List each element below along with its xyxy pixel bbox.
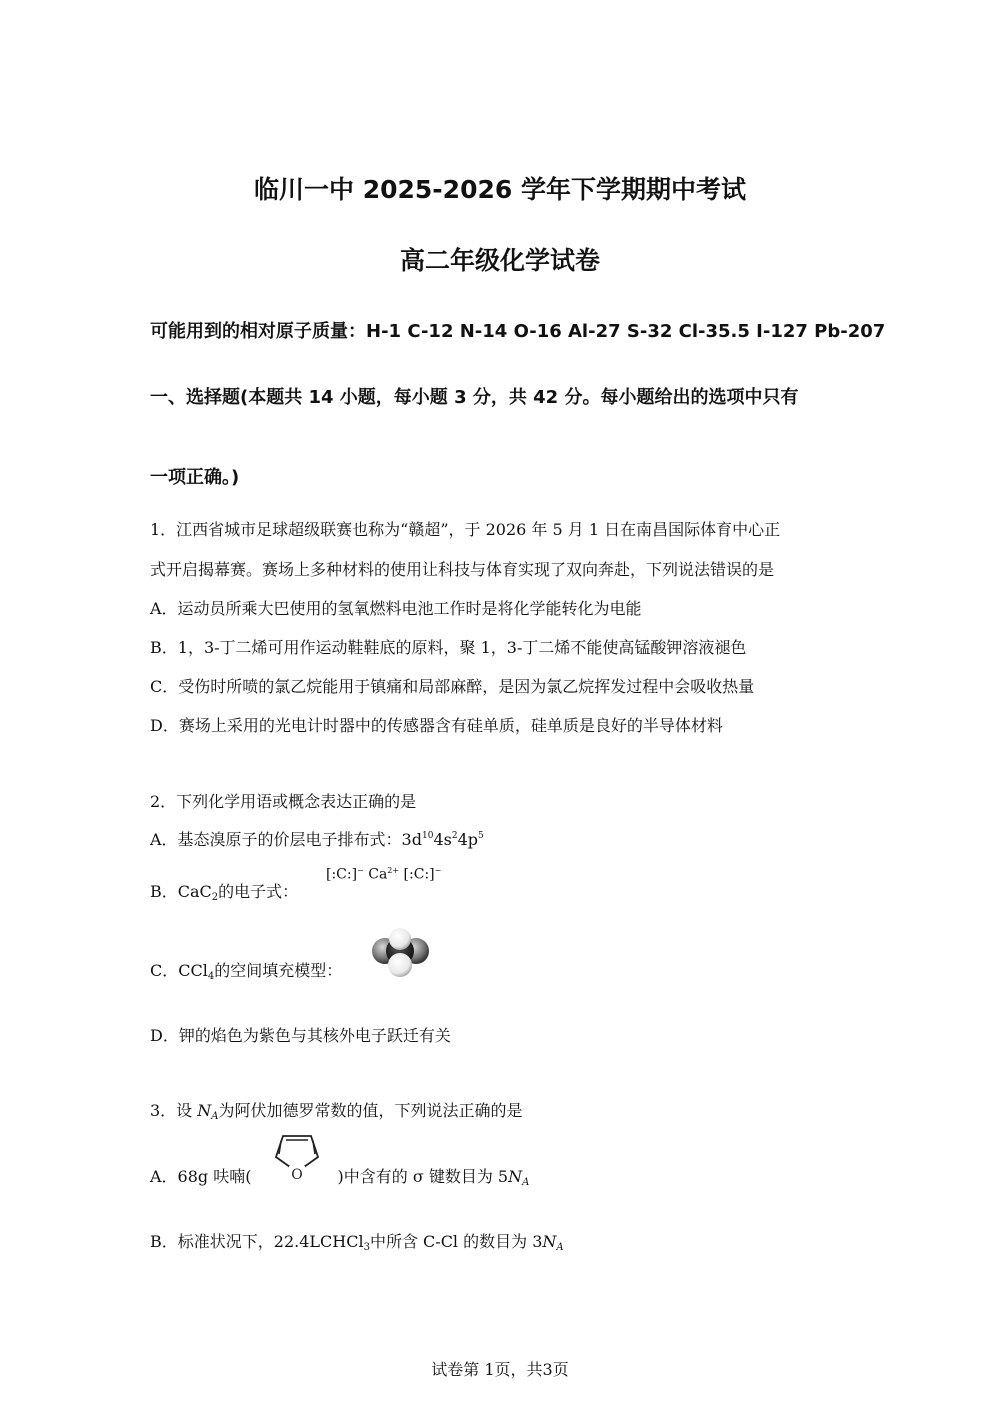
ccl4-space-filling-model-icon	[370, 927, 432, 979]
furan-structure-icon	[266, 1130, 328, 1186]
q3-option-a	[150, 1164, 529, 1188]
q2-a-sup1: 10	[421, 831, 434, 841]
q2-b-sub: 2	[211, 892, 219, 903]
q3-a-prefix: A．68g 呋喃(	[150, 1167, 252, 1186]
exam-subtitle: 高二年级化学试卷	[399, 246, 600, 275]
carbide-right: [:C:]	[403, 866, 435, 883]
q2-a-text: A．基态溴原子的价层电子排布式：3d	[150, 830, 422, 849]
q1-option-a: A．运动员所乘大巴使用的氢氧燃料电池工作时是将化学能转化为电能	[150, 599, 642, 618]
carbide-left-charge: −	[357, 866, 364, 875]
q1-stem-line2: 式开启揭幕赛。赛场上多种材料的使用让科技与体育实现了双向奔赴，下列说法错误的是	[150, 560, 775, 579]
q1-option-c: C．受伤时所喷的氯乙烷能用于镇痛和局部麻醉，是因为氯乙烷挥发过程中会吸收热量	[150, 677, 755, 696]
q3-stem-prefix: 3．设	[150, 1101, 198, 1120]
furan-oxygen-label: O	[291, 1167, 303, 1183]
q3-b-na-sub: A	[556, 1242, 564, 1253]
q3-a-na-sub: A	[522, 1177, 530, 1188]
exam-title: 临川一中 2025-2026 学年下学期期中考试	[254, 175, 746, 204]
q3-a-na: N	[508, 1167, 523, 1186]
q2-option-b	[150, 879, 298, 903]
q2-a-mid1: 4s	[433, 830, 452, 849]
cac2-electron-formula	[326, 866, 441, 883]
q2-b-text: B．CaC	[150, 882, 212, 901]
q2-stem: 2．下列化学用语或概念表达正确的是	[150, 792, 417, 811]
q2-option-a	[150, 827, 484, 850]
q3-b-suffix: 中所含 C-Cl 的数目为 3	[369, 1232, 543, 1251]
carbide-left: [:C:]	[326, 866, 358, 883]
section-heading-line1: 一、选择题(本题共 14 小题，每小题 3 分，共 42 分。每小题给出的选项中只有	[150, 387, 799, 408]
q2-c-text: C．CCl	[150, 961, 208, 980]
q2-b-suffix: 的电子式：	[218, 882, 299, 901]
q3-b-na: N	[542, 1232, 557, 1251]
q3-stem	[150, 1098, 523, 1122]
q3-stem-na-sub: A	[211, 1111, 219, 1122]
calcium-ion: Ca	[368, 866, 388, 883]
q2-a-sup2: 2	[451, 831, 458, 841]
q3-a-suffix: )中含有的 σ 键数目为 5	[337, 1167, 509, 1186]
q2-a-mid2: 4p	[457, 830, 478, 849]
q2-option-d: D．钾的焰色为紫色与其核外电子跃迁有关	[150, 1026, 451, 1045]
q2-option-c	[150, 958, 342, 982]
section-heading-line2: 一项正确。)	[150, 467, 240, 488]
q3-b-prefix: B．标准状况下，22.4LCHCl	[150, 1232, 364, 1251]
q3-b-sub: 3	[363, 1242, 370, 1253]
q3-stem-na: N	[197, 1101, 212, 1120]
q1-option-b: B．1，3-丁二烯可用作运动鞋鞋底的原料，聚 1，3-丁二烯不能使高锰酸钾溶液褪色	[150, 638, 747, 657]
page-footer: 试卷第 1页，共3页	[431, 1360, 569, 1379]
q2-c-sub: 4	[207, 971, 215, 982]
calcium-charge: 2+	[387, 866, 400, 875]
q1-option-d: D．赛场上采用的光电计时器中的传感器含有硅单质，硅单质是良好的半导体材料	[150, 716, 723, 735]
atomic-masses: 可能用到的相对原子质量：H-1 C-12 N-14 O-16 Al-27 S-32 Cl-35.5 I-127 Pb-207	[150, 321, 886, 342]
q3-stem-suffix: 为阿伏加德罗常数的值，下列说法正确的是	[218, 1101, 523, 1120]
q2-c-suffix: 的空间填充模型：	[214, 961, 343, 980]
carbide-right-charge: −	[434, 866, 442, 875]
q1-stem-line1: 1．江西省城市足球超级联赛也称为“赣超”，于 2026 年 5 月 1 日在南昌国际体育中心正	[150, 520, 781, 539]
q3-option-b	[150, 1229, 564, 1253]
q2-a-sup3: 5	[477, 831, 484, 841]
